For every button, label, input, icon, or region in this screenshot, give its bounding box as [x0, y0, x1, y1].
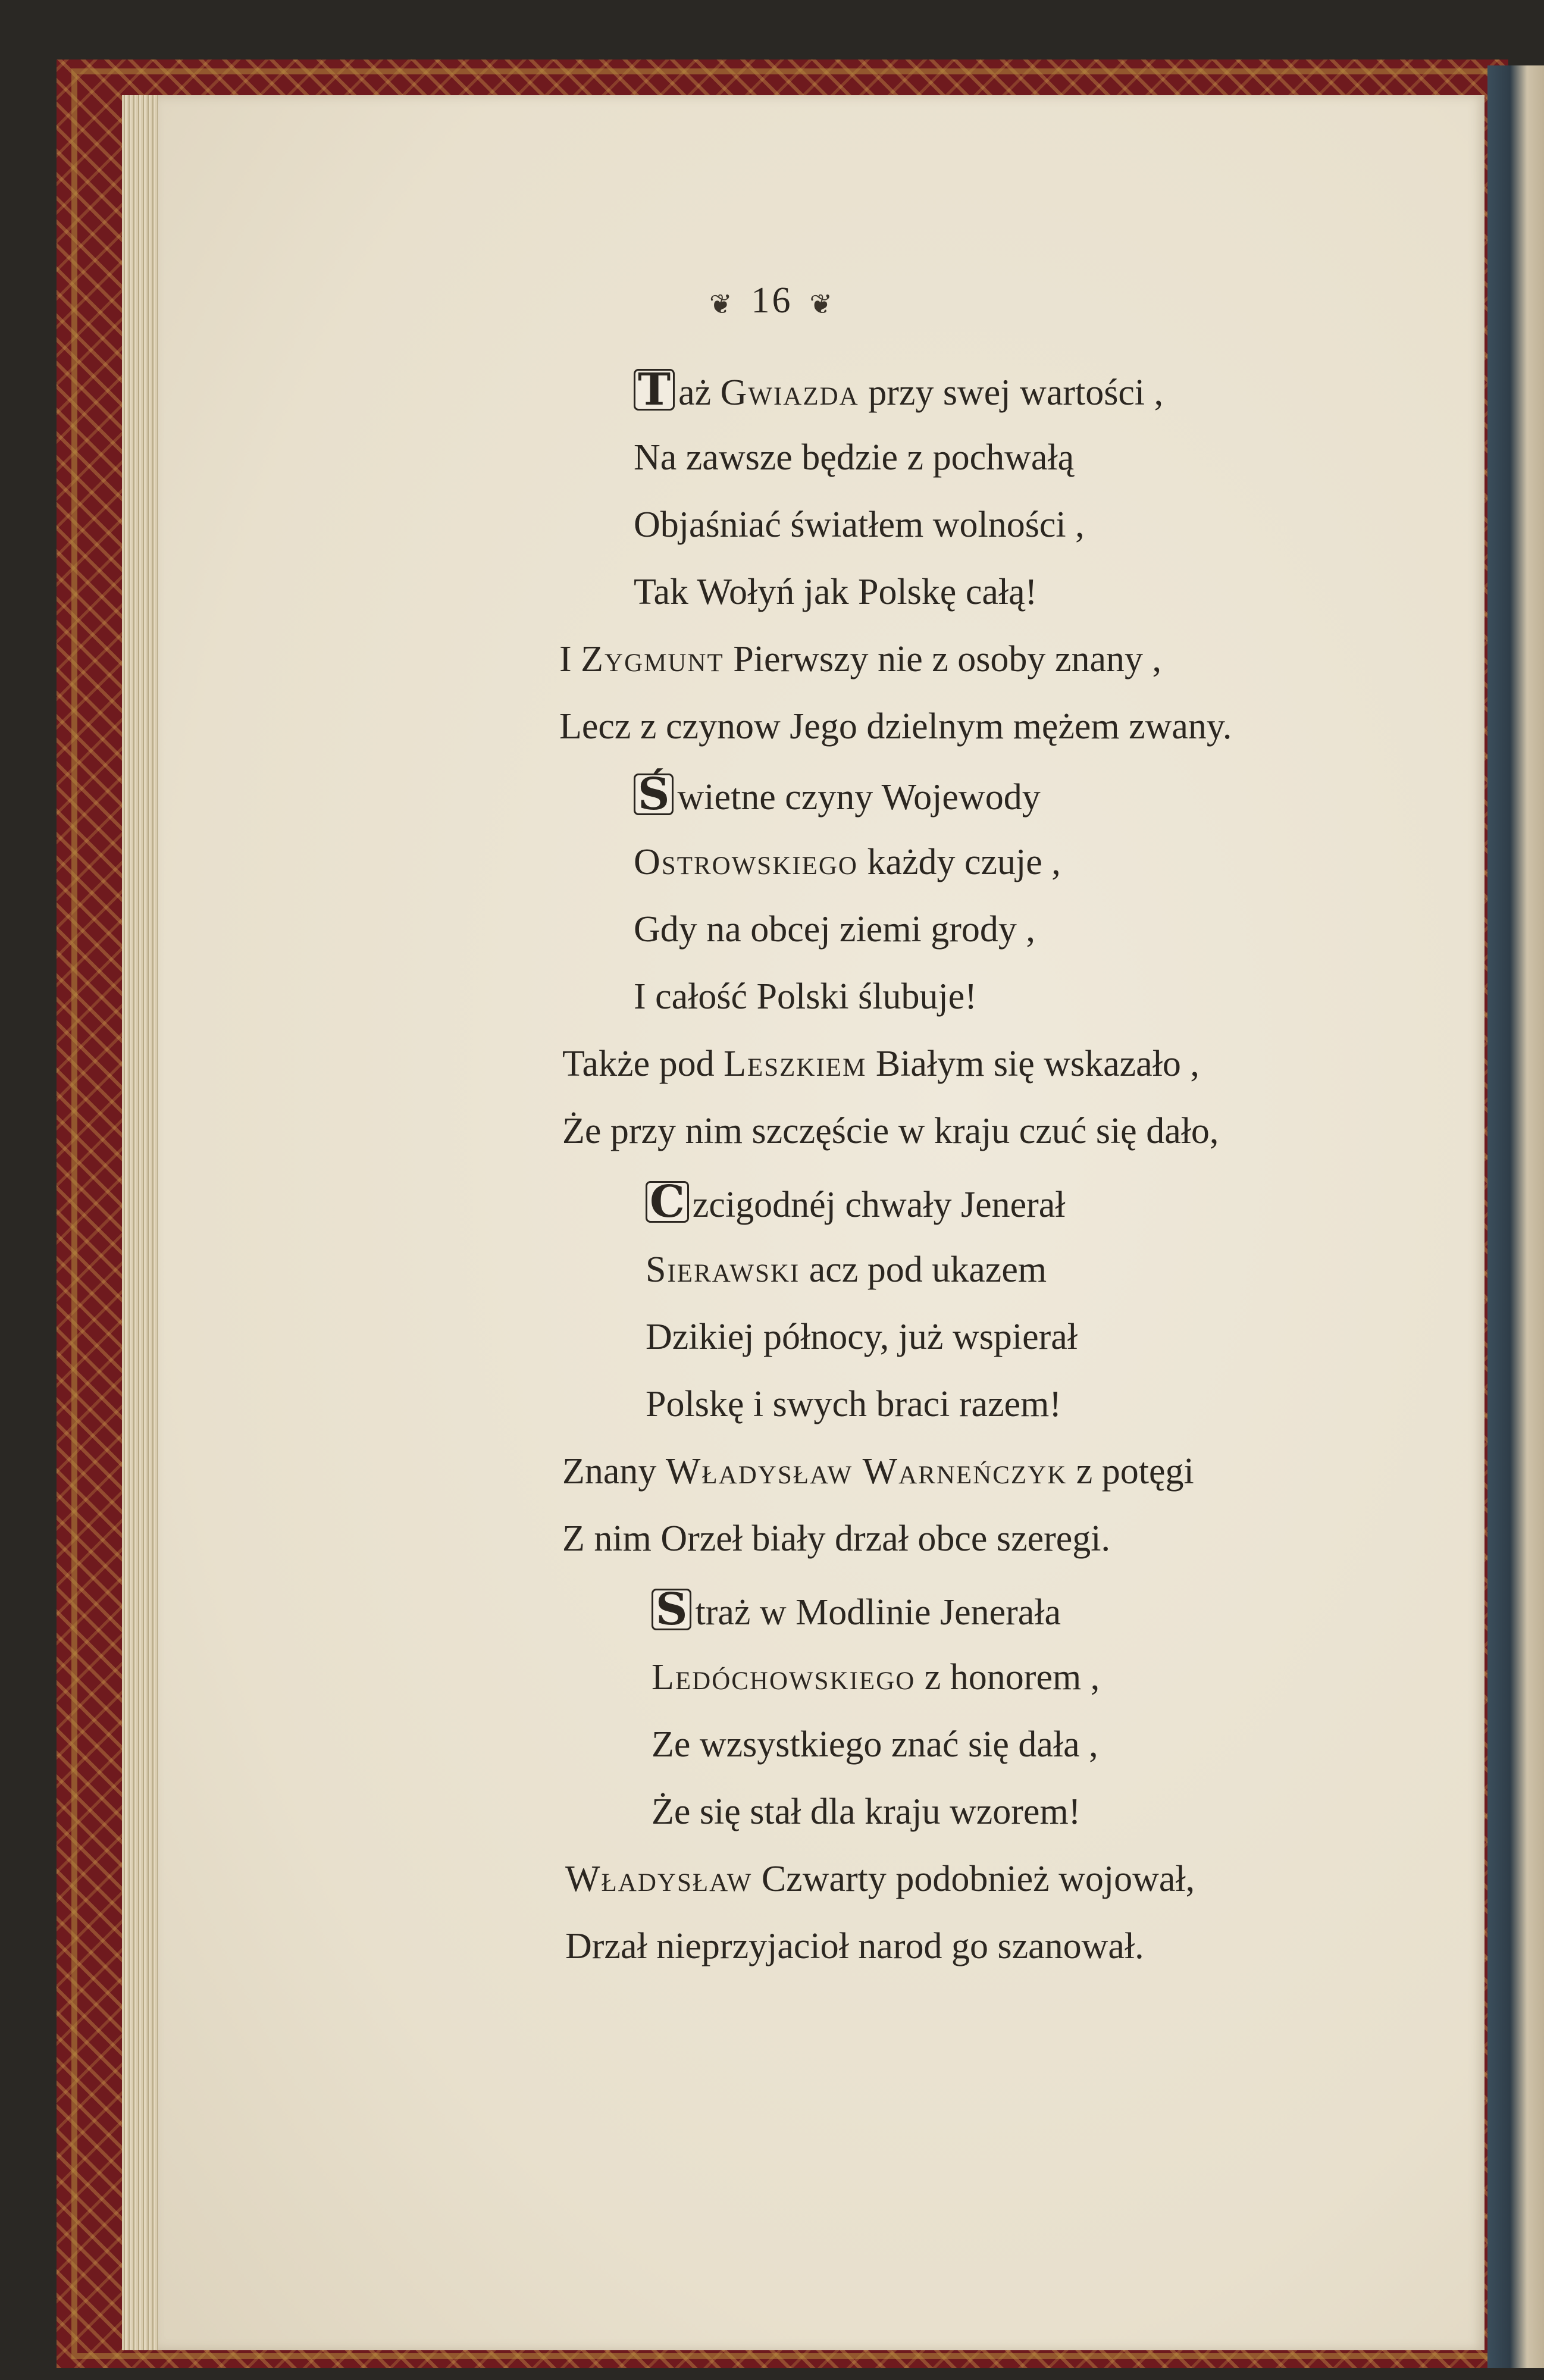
drop-cap: T [634, 369, 675, 411]
poem-line [565, 1858, 1195, 1900]
line-text: Ze wzsystkiego znać się dała , [652, 1724, 1098, 1765]
page-header [0, 280, 1544, 322]
poem-line [559, 705, 1232, 748]
small-caps-name: Władysław [565, 1859, 753, 1899]
right-ornament-icon: ❦ [809, 289, 835, 320]
poem-line [565, 1925, 1144, 1968]
poem-line [634, 769, 1041, 820]
poem-line [646, 1383, 1061, 1426]
poem-line [634, 908, 1035, 951]
poem-line [634, 436, 1074, 479]
poem-line [652, 1790, 1081, 1833]
line-text: I [559, 639, 581, 679]
line-text: Dzikiej północy, już wspierał [646, 1317, 1078, 1357]
left-ornament-icon: ❦ [709, 289, 735, 320]
line-text: Znany [562, 1451, 666, 1492]
line-text: I całość Polski ślubuje! [634, 976, 977, 1017]
poem-line [562, 1450, 1194, 1493]
line-text: Z nim Orzeł biały drzał obce szeregi. [562, 1518, 1110, 1559]
poem-line [634, 503, 1085, 546]
poem-line [652, 1584, 1061, 1635]
line-text: Lecz z czynow Jego dzielnym mężem zwany. [559, 706, 1232, 747]
poem-line [652, 1723, 1098, 1766]
line-text: Czwarty podobnież wojował, [752, 1859, 1195, 1899]
line-text: Polskę i swych braci razem! [646, 1384, 1061, 1424]
poem-line [634, 841, 1061, 884]
line-text: Na zawsze będzie z pochwałą [634, 437, 1075, 478]
line-text: Także pod [562, 1044, 724, 1084]
line-text: traż w Modlinie Jenerała [695, 1592, 1061, 1633]
small-caps-name: Ostrowskiego [634, 842, 858, 882]
line-text: zcigodnéj chwały Jenerał [692, 1185, 1066, 1225]
poem-line [634, 975, 977, 1018]
poem-line [562, 1517, 1110, 1560]
poem-line [634, 364, 1164, 415]
small-caps-name: Gwiazda [720, 372, 859, 413]
line-text: Pierwszy nie z osoby znany , [724, 639, 1161, 679]
poem-line [634, 571, 1037, 613]
line-text: każdy czuje , [857, 842, 1061, 882]
small-caps-name: Ledóchowskiego [652, 1657, 916, 1698]
line-text: Tak Wołyń jak Polskę całą! [634, 572, 1038, 612]
drop-cap: Ś [634, 774, 674, 815]
small-caps-name: Leszkiem [724, 1044, 867, 1084]
page-number: 16 [751, 280, 793, 321]
drop-cap: C [646, 1181, 689, 1223]
line-text: z honorem , [915, 1657, 1100, 1698]
poem-line [652, 1656, 1100, 1699]
line-text: wietne czyny Wojewody [677, 777, 1041, 818]
poem-line [646, 1248, 1047, 1291]
poem-line [562, 1042, 1200, 1085]
line-text: aż [678, 372, 721, 413]
line-text: Gdy na obcej ziemi grody , [634, 909, 1035, 950]
poem-line [646, 1316, 1078, 1358]
line-text: Objaśniać światłem wolności , [634, 505, 1085, 545]
small-caps-name: Władysław Warneńczyk [665, 1451, 1067, 1492]
poem-line [562, 1110, 1219, 1153]
line-text: Że się stał dla kraju wzorem! [652, 1792, 1081, 1832]
line-text: Że przy nim szczęście w kraju czuć się dało, [562, 1111, 1219, 1151]
drop-cap: S [652, 1589, 691, 1630]
poem-line [559, 638, 1161, 681]
poem-line [646, 1176, 1066, 1227]
small-caps-name: Sierawski [646, 1250, 800, 1290]
line-text: Białym się wskazało , [866, 1044, 1200, 1084]
line-text: przy swej wartości , [859, 372, 1164, 413]
line-text: acz pod ukazem [800, 1250, 1047, 1290]
line-text: z potęgi [1067, 1451, 1194, 1492]
line-text: Drzał nieprzyjacioł narod go szanował. [565, 1926, 1144, 1966]
small-caps-name: Zygmunt [581, 639, 724, 679]
